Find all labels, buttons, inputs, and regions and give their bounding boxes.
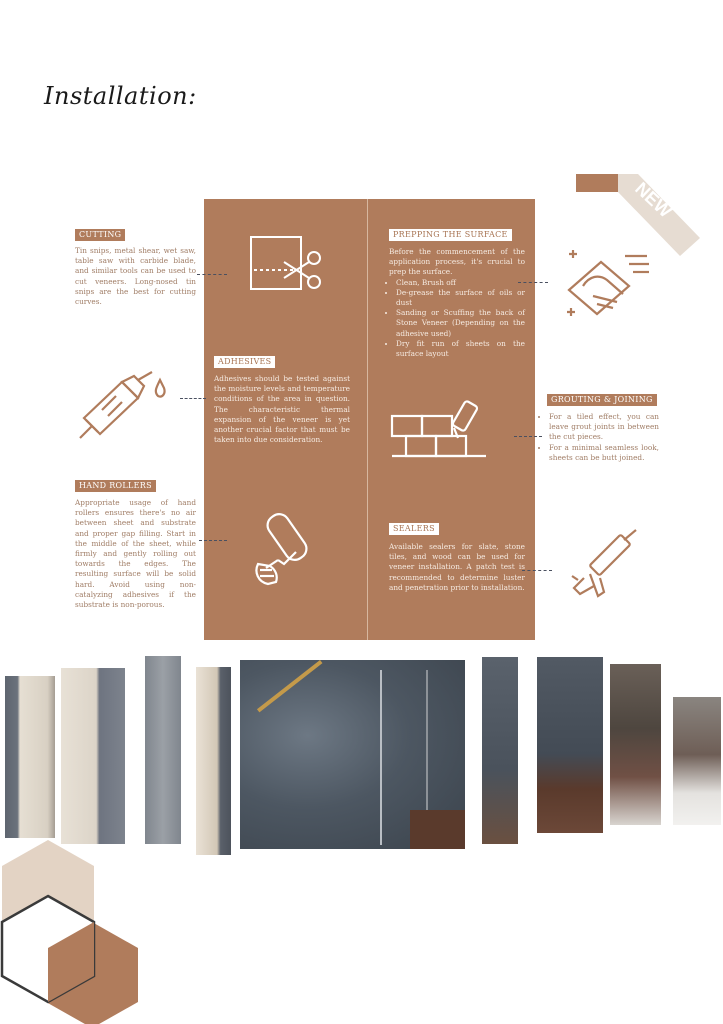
prepping-bullet: • Clean, Brush off: [396, 278, 525, 288]
grouting-heading: GROUTING & JOINING: [547, 394, 657, 406]
grouting-content: [542, 412, 659, 463]
hand-wiping-icon: [563, 246, 655, 326]
page-title: Installation:: [44, 82, 197, 110]
adhesives-connector: [180, 398, 206, 399]
sealers-text: Available sealers for slate, stone tiles, and wood can be used for veneer installation. A patch test is recommended to determine luster and penetration prior to installation.: [389, 542, 525, 592]
grouting-connector: [514, 436, 542, 437]
glue-tube-icon: [78, 370, 170, 440]
cutting-heading: CUTTING: [75, 229, 125, 241]
veneer-sample: [482, 657, 518, 844]
veneer-sample: [673, 697, 721, 825]
panel-fold-line: [367, 199, 368, 640]
brick-wall-icon: [388, 398, 492, 464]
grouting-bullets: [542, 412, 659, 463]
sealers-heading: SEALERS: [389, 523, 439, 535]
veneer-sample: [5, 676, 55, 838]
grouting-bullet: • For a minimal seamless look, sheets can be butt joined.: [549, 443, 659, 463]
paint-roller-icon: [248, 508, 328, 588]
scissors-cut-icon: [248, 234, 328, 294]
prepping-connector: [518, 282, 548, 283]
veneer-sample: [196, 667, 231, 855]
hand-rollers-text: Appropriate usage of hand rollers ensures there's no air between sheet and substrate and proper gap filling. Start in the middle of the sheet, while firmly and gently rolling out towards the edges. The resulting surface will be solid hard. Avoid using non-catalyzing adhesives if the substrate is non-porous.: [75, 498, 196, 610]
grouting-bullet: • For a tiled effect, you can leave grout joints in between the cut pieces.: [549, 412, 659, 443]
prepping-bullets: [389, 278, 525, 360]
prepping-intro: Before the commencement of the application process, it's crucial to prep the surface.: [389, 247, 525, 277]
new-badge-label: NEW: [631, 178, 676, 222]
sealers-connector: [522, 570, 552, 571]
cutting-text: Tin snips, metal shear, wet saw, table saw with carbide blade, and similar tools can be used to cut veneers. Long-nosed tin snips are the best for cutting curves.: [75, 246, 196, 307]
hand-rollers-connector: [199, 540, 227, 541]
prepping-bullet: • Dry fit run of sheets on the surface layout: [396, 339, 525, 359]
caulking-gun-icon: [570, 532, 642, 604]
prepping-bullet: • Sanding or Scuffing the back of Stone Veneer (Depending on the adhesive used): [396, 308, 525, 339]
prepping-content: [389, 247, 525, 359]
adhesives-heading: ADHESIVES: [214, 356, 275, 368]
slate-interior-photo: [240, 660, 465, 849]
prepping-heading: PREPPING THE SURFACE: [389, 229, 512, 241]
hand-rollers-heading: HAND ROLLERS: [75, 480, 156, 492]
adhesives-text: Adhesives should be tested against the moisture levels and temperature conditions of the area in question. The characteristic thermal expansion of the veneer is yet another crucial factor that must be taken into due consideration.: [214, 374, 350, 445]
prepping-bullet: • De-grease the surface of oils or dust: [396, 288, 525, 308]
veneer-sample: [145, 656, 181, 844]
veneer-sample: [537, 657, 603, 833]
cutting-connector: [197, 274, 227, 275]
veneer-sample: [61, 668, 125, 844]
decorative-hexagons: [0, 838, 145, 1024]
veneer-sample: [610, 664, 661, 825]
